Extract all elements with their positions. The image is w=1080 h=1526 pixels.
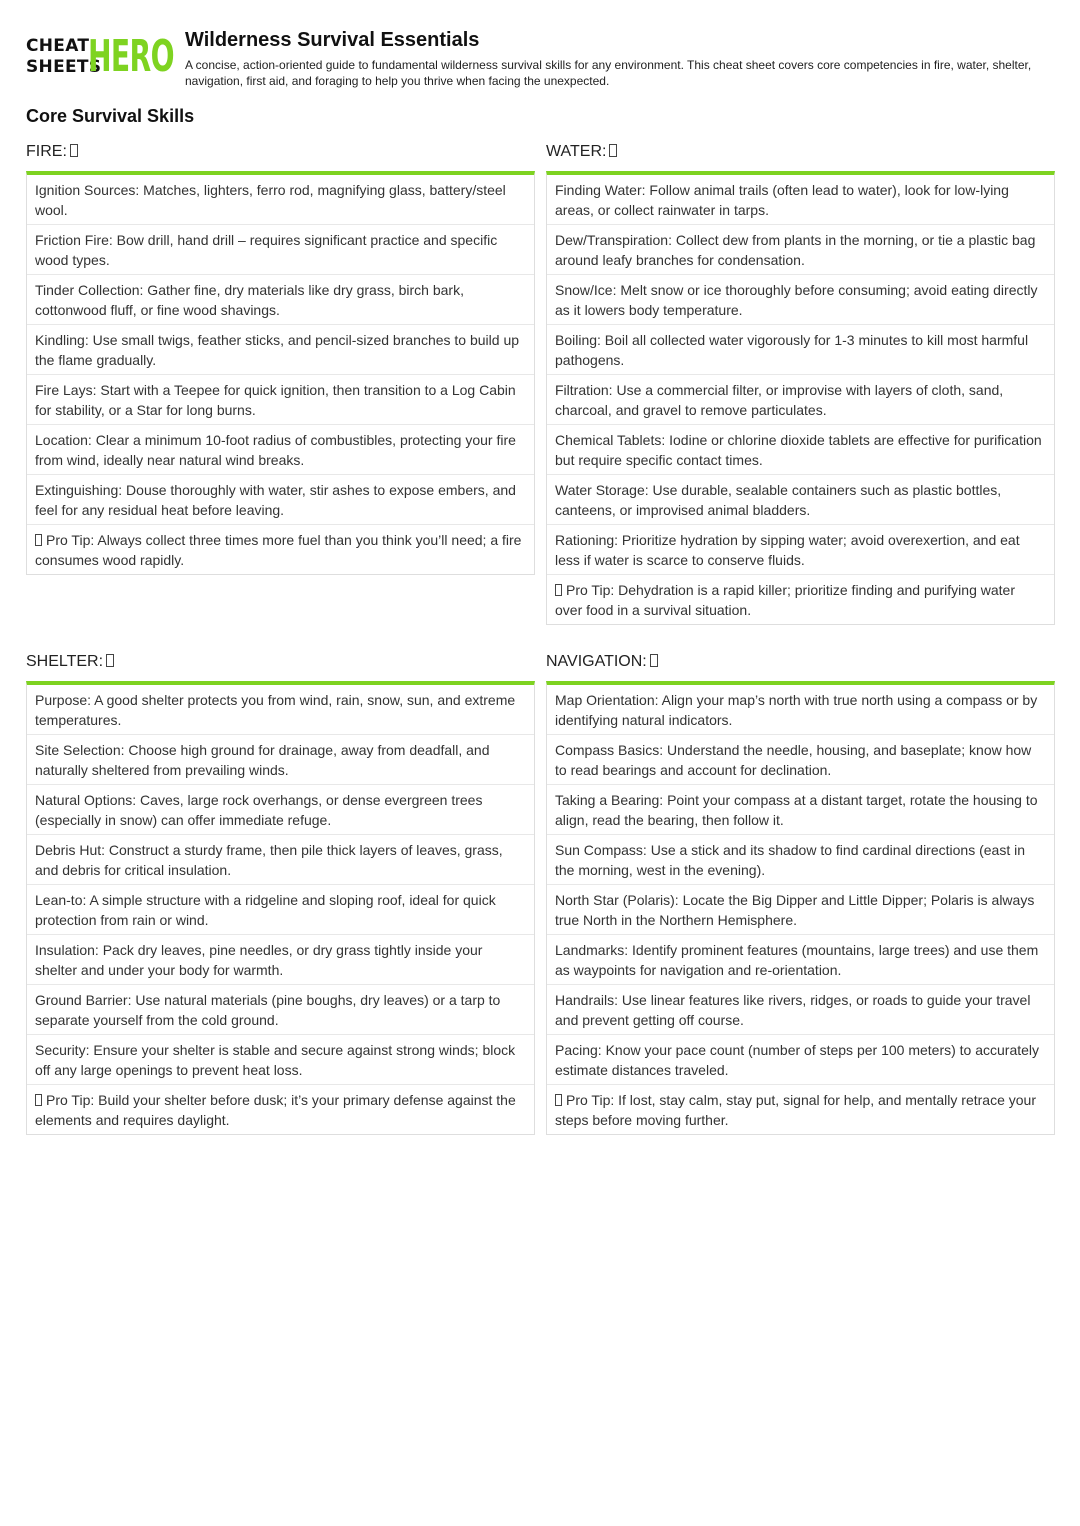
list-item: Ignition Sources: Matches, lighters, ferro rod, magnifying glass, battery/steel wool.: [35, 182, 506, 218]
list-item: Security: Ensure your shelter is stable and secure against strong winds; block off any large openings to prevent heat loss.: [27, 1034, 534, 1084]
card-title: SHELTER:: [26, 653, 104, 670]
list-item: Finding Water: Follow animal trails (often lead to water), look for low-lying areas, or collect rainwater in tarps.: [555, 182, 1009, 218]
fire-icon: [70, 144, 78, 157]
section-title: Core Survival Skills: [26, 106, 195, 126]
logo-line-cheat: CHEAT: [26, 36, 90, 56]
list-item: Natural Options: Caves, large rock overhangs, or dense evergreen trees (especially in snow) can offer immediate refuge.: [27, 784, 534, 834]
list-item: Friction Fire: Bow drill, hand drill – requires significant practice and specific wood types.: [27, 224, 534, 274]
card-title: FIRE:: [26, 143, 67, 160]
card-list: [26, 681, 535, 1135]
list-item: Lean-to: A simple structure with a ridgeline and sloping roof, ideal for quick protection from rain or wind.: [27, 884, 534, 934]
list-item: Debris Hut: Construct a sturdy frame, then pile thick layers of leaves, grass, and debris for critical insulation.: [27, 834, 534, 884]
card-title: WATER:: [546, 143, 607, 160]
cheatsheets-hero-logo[interactable]: [26, 31, 174, 82]
card-shelter: [26, 651, 535, 1135]
card-heading: [546, 141, 1055, 163]
card-navigation: [546, 651, 1055, 1135]
pro-tip: [27, 1084, 534, 1134]
list-item: Filtration: Use a commercial filter, or improvise with layers of cloth, sand, charcoal, and gravel to remove particulates.: [547, 374, 1054, 424]
list-item: Snow/Ice: Melt snow or ice thoroughly before consuming; avoid eating directly as it lowers body temperature.: [547, 274, 1054, 324]
list-item: North Star (Polaris): Locate the Big Dipper and Little Dipper; Polaris is always true North in the Northern Hemisphere.: [547, 884, 1054, 934]
list-item: Site Selection: Choose high ground for drainage, away from deadfall, and naturally sheltered from prevailing winds.: [27, 734, 534, 784]
card-list: [26, 171, 535, 575]
list-item: Handrails: Use linear features like rivers, ridges, or roads to guide your travel and prevent getting off course.: [547, 984, 1054, 1034]
list-item: Boiling: Boil all collected water vigorously for 1-3 minutes to kill most harmful pathogens.: [547, 324, 1054, 374]
list-item: Tinder Collection: Gather fine, dry materials like dry grass, birch bark, cottonwood fluff, or fine wood shavings.: [27, 274, 534, 324]
list-item: Kindling: Use small twigs, feather sticks, and pencil-sized branches to build up the flame gradually.: [27, 324, 534, 374]
card-water: [546, 141, 1055, 625]
list-item: Insulation: Pack dry leaves, pine needles, or dry grass tightly inside your shelter and under your body for warmth.: [27, 934, 534, 984]
list-item: Rationing: Prioritize hydration by sipping water; avoid overexertion, and eat less if water is scarce to conserve fluids.: [547, 524, 1054, 574]
list-item: Dew/Transpiration: Collect dew from plants in the morning, or tie a plastic bag around leafy branches for condensation.: [547, 224, 1054, 274]
card-heading: [26, 651, 535, 673]
page-description: A concise, action-oriented guide to fundamental wilderness survival skills for any environment. This cheat sheet covers core competencies in fire, water, shelter, navigation, first aid, and foraging to help you thrive when facing the unexpected.: [185, 58, 1032, 88]
list-item: Fire Lays: Start with a Teepee for quick ignition, then transition to a Log Cabin for stability, or a Star for long burns.: [27, 374, 534, 424]
page-header: [26, 28, 1056, 98]
lightbulb-icon: [555, 584, 562, 596]
card-fire: [26, 141, 535, 575]
shelter-icon: [106, 654, 114, 667]
page-title: Wilderness Survival Essentials: [185, 29, 480, 51]
list-item: Compass Basics: Understand the needle, housing, and baseplate; know how to read bearings and account for declination.: [547, 734, 1054, 784]
list-item: Pacing: Know your pace count (number of steps per 100 meters) to accurately estimate distances traveled.: [547, 1034, 1054, 1084]
pro-tip-text: Pro Tip: Always collect three times more fuel than you think you’ll need; a fire consumes wood rapidly.: [35, 532, 522, 568]
card-title: NAVIGATION:: [546, 653, 647, 670]
list-item: Water Storage: Use durable, sealable containers such as plastic bottles, canteens, or improvised animal bladders.: [547, 474, 1054, 524]
logo-line-sheets: SHEETS: [26, 57, 102, 77]
pro-tip: [547, 1084, 1054, 1134]
list-item: Extinguishing: Douse thoroughly with water, stir ashes to expose embers, and feel for any residual heat before leaving.: [27, 474, 534, 524]
pro-tip-text: Pro Tip: Dehydration is a rapid killer; prioritize finding and purifying water over food in a survival situation.: [555, 582, 1015, 618]
card-heading: [546, 651, 1055, 673]
list-item: Map Orientation: Align your map’s north with true north using a compass or by identifying natural indicators.: [555, 692, 1038, 728]
list-item: Sun Compass: Use a stick and its shadow to find cardinal directions (east in the morning, west in the evening).: [547, 834, 1054, 884]
list-item: Ground Barrier: Use natural materials (pine boughs, dry leaves) or a tarp to separate yourself from the cold ground.: [27, 984, 534, 1034]
list-item: Location: Clear a minimum 10-foot radius of combustibles, protecting your fire from wind, ideally near natural wind breaks.: [27, 424, 534, 474]
title-block: [185, 28, 1055, 89]
card-list: [546, 681, 1055, 1135]
list-item: Purpose: A good shelter protects you from wind, rain, snow, sun, and extreme temperatures.: [35, 692, 516, 728]
logo-wordmark: [26, 36, 102, 78]
pro-tip: [27, 524, 534, 574]
water-icon: [609, 144, 617, 157]
lightbulb-icon: [35, 1094, 42, 1106]
card-list: [546, 171, 1055, 625]
card-heading: [26, 141, 535, 163]
list-item: Taking a Bearing: Point your compass at a distant target, rotate the housing to align, read the bearing, then follow it.: [547, 784, 1054, 834]
lightbulb-icon: [35, 534, 42, 546]
pro-tip-text: Pro Tip: If lost, stay calm, stay put, signal for help, and mentally retrace your steps before moving further.: [555, 1092, 1036, 1128]
compass-icon: [650, 654, 658, 667]
pro-tip: [547, 574, 1054, 624]
pro-tip-text: Pro Tip: Build your shelter before dusk; it’s your primary defense against the elements and requires daylight.: [35, 1092, 516, 1128]
list-item: Chemical Tablets: Iodine or chlorine dioxide tablets are effective for purification but require specific contact times.: [547, 424, 1054, 474]
logo-hero: HERO: [88, 31, 174, 82]
lightbulb-icon: [555, 1094, 562, 1106]
list-item: Landmarks: Identify prominent features (mountains, large trees) and use them as waypoints for navigation and re-orientation.: [547, 934, 1054, 984]
